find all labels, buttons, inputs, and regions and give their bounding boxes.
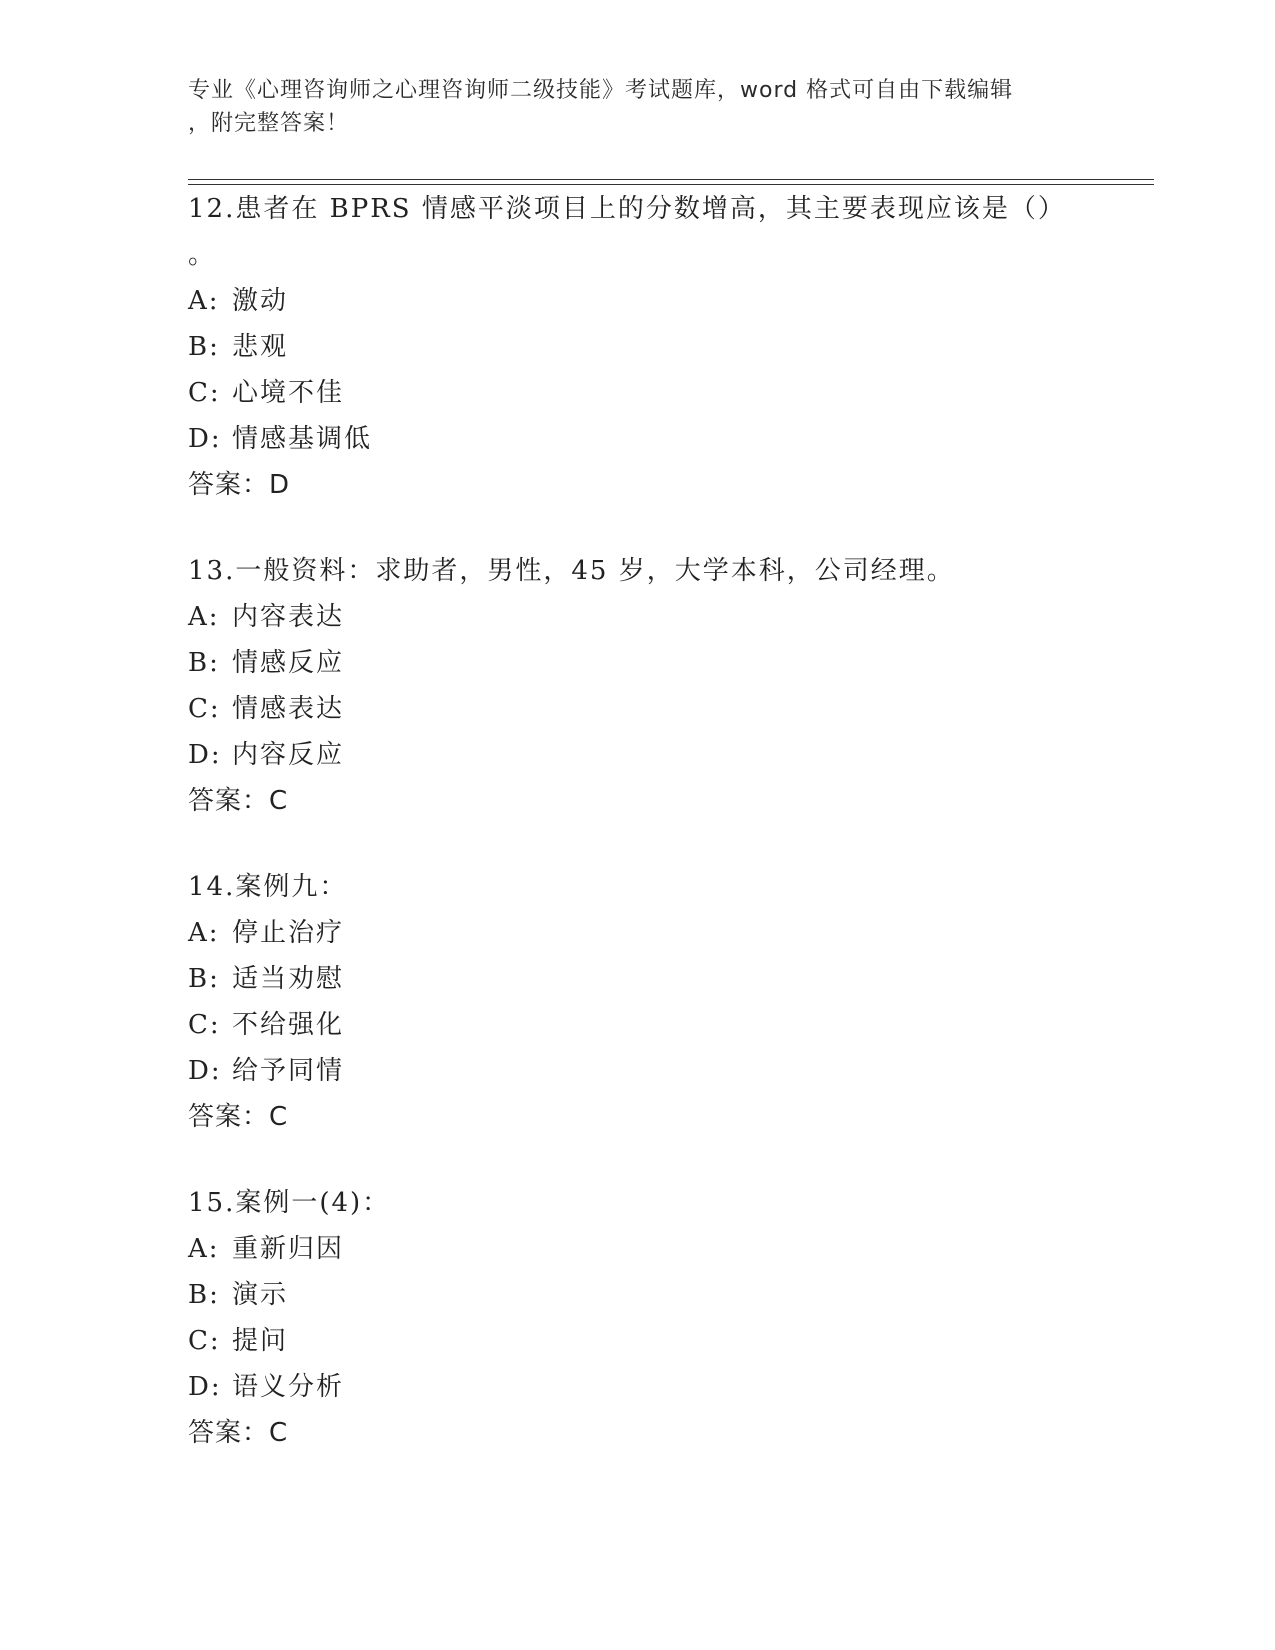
option-letter: A: [188,918,220,948]
option-text: 内容反应 [232,740,345,770]
answer-line: 答案：C [188,1102,289,1132]
option-text: 激动 [232,286,289,316]
option-letter: C: [188,1010,221,1040]
option-a [188,594,1088,640]
option-letter: D: [188,1056,222,1086]
option-a [188,1226,1088,1272]
option-b [188,956,1088,1002]
option-letter: D: [188,1372,222,1402]
option-text: 不给强化 [232,1010,345,1040]
option-d [188,1364,1088,1410]
option-letter: B: [188,648,220,678]
option-text: 情感表达 [232,694,345,724]
option-letter: C: [188,1326,221,1356]
question-title: 14.案例九： [188,872,348,902]
option-text: 提问 [232,1326,289,1356]
option-d [188,1048,1088,1094]
question-title-continued: 。 [188,240,217,270]
option-text: 语义分析 [232,1372,345,1402]
header-line-1: 专业《心理咨询师之心理咨询师二级技能》考试题库，word 格式可自由下载编辑 [188,78,1014,103]
answer-line: 答案：C [188,786,289,816]
header-divider-top [188,179,1154,180]
option-b [188,640,1088,686]
option-text: 适当劝慰 [232,964,345,994]
option-letter: A: [188,286,220,316]
option-c [188,370,1088,416]
option-text: 情感反应 [232,648,345,678]
answer-line: 答案：C [188,1418,289,1448]
option-letter: A: [188,1234,220,1264]
question-title: 12.患者在 BPRS 情感平淡项目上的分数增高，其主要表现应该是（） [188,194,1066,224]
option-text: 演示 [232,1280,289,1310]
question-12 [188,186,1088,508]
question-13 [188,548,1088,824]
option-c [188,1002,1088,1048]
answer-line: 答案：D [188,470,291,500]
option-b [188,1272,1088,1318]
option-a [188,278,1088,324]
option-letter: A: [188,602,220,632]
option-c [188,1318,1088,1364]
option-text: 重新归因 [232,1234,345,1264]
option-text: 给予同情 [232,1056,345,1086]
option-letter: B: [188,332,220,362]
option-b [188,324,1088,370]
question-title: 15.案例一(4)： [188,1188,391,1218]
option-d [188,732,1088,778]
option-letter: B: [188,1280,220,1310]
question-14 [188,864,1088,1140]
header-divider-bottom [188,184,1154,185]
document-header [188,74,1088,140]
question-title: 13.一般资料：求助者，男性，45 岁，大学本科，公司经理。 [188,556,955,586]
question-15 [188,1180,1088,1456]
option-a [188,910,1088,956]
option-letter: C: [188,694,221,724]
option-text: 内容表达 [232,602,345,632]
option-c [188,686,1088,732]
option-letter: B: [188,964,220,994]
option-text: 悲观 [232,332,289,362]
option-d [188,416,1088,462]
option-letter: D: [188,424,222,454]
option-letter: D: [188,740,222,770]
option-text: 情感基调低 [232,424,373,454]
option-letter: C: [188,378,221,408]
option-text: 停止治疗 [232,918,345,948]
header-line-2: ，附完整答案！ [188,111,350,136]
option-text: 心境不佳 [232,378,345,408]
